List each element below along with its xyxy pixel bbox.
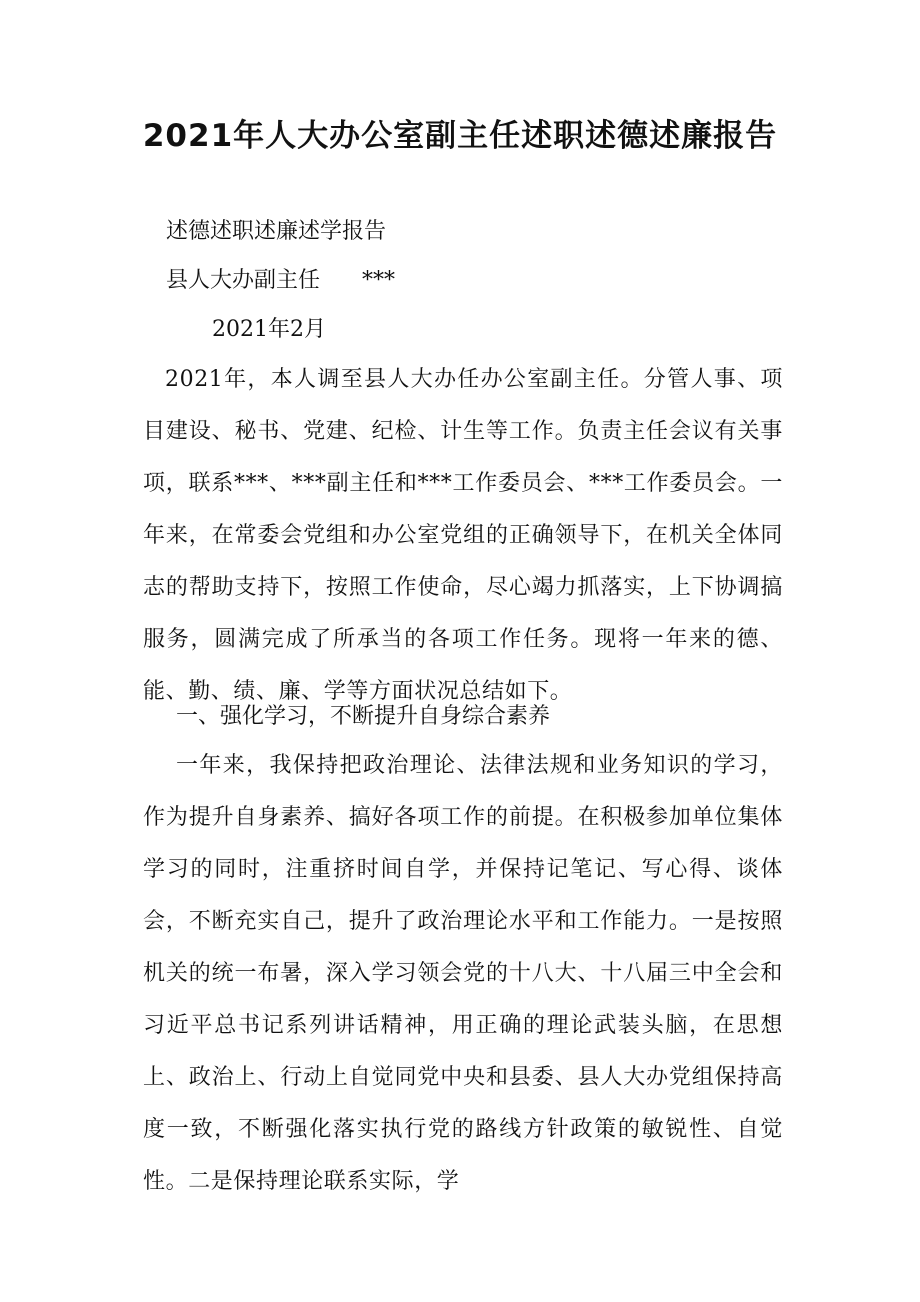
paragraph-study: 一年来，我保持把政治理论、法律法规和业务知识的学习，作为提升自身素养、搞好各项工作的前提。在积极参加单位集体学习的同时，注重挤时间自学，并保持记笔记、写心得、谈体会，不断充实自己，提升了政治理论水平和工作能力。一是按照机关的统一布暑，深入学习领会党的十八大、十八届三中全会和习近平总书记系列讲话精神，用正确的理论武装头脑，在思想上、政治上、行动上自觉同党中央和县委、县人大办党组保持高度一致，不断强化落实执行党的路线方针政策的敏锐性、自觉性。二是保持理论联系实际，学 — [143, 753, 783, 1194]
document-subtitle: 述德述职述廉述学报告 — [166, 219, 387, 244]
document-date: 2021年2月 — [212, 317, 326, 342]
author-line — [166, 266, 395, 296]
author-line-text: 县人大办副主任 *** — [166, 268, 395, 293]
document-title: 2021年人大办公室副主任述职述德述廉报告 — [142, 118, 778, 154]
paragraph-intro: 2021年，本人调至县人大办任办公室副主任。分管人事、项目建设、秘书、党建、纪检、计生等工作。负责主任会议有关事项，联系***、***副主任和***工作委员会、***工作委员会。一年来，在常委会党组和办公室党组的正确领导下，在机关全体同志的帮助支持下，按照工作使命，尽心竭力抓落实，上下协调搞服务，圆满完成了所承当的各项工作任务。现将一年来的德、能、勤、绩、廉、学等方面状况总结如下。 — [143, 367, 783, 704]
section-heading: 一、强化学习，不断提升自身综合素养 — [176, 704, 551, 729]
